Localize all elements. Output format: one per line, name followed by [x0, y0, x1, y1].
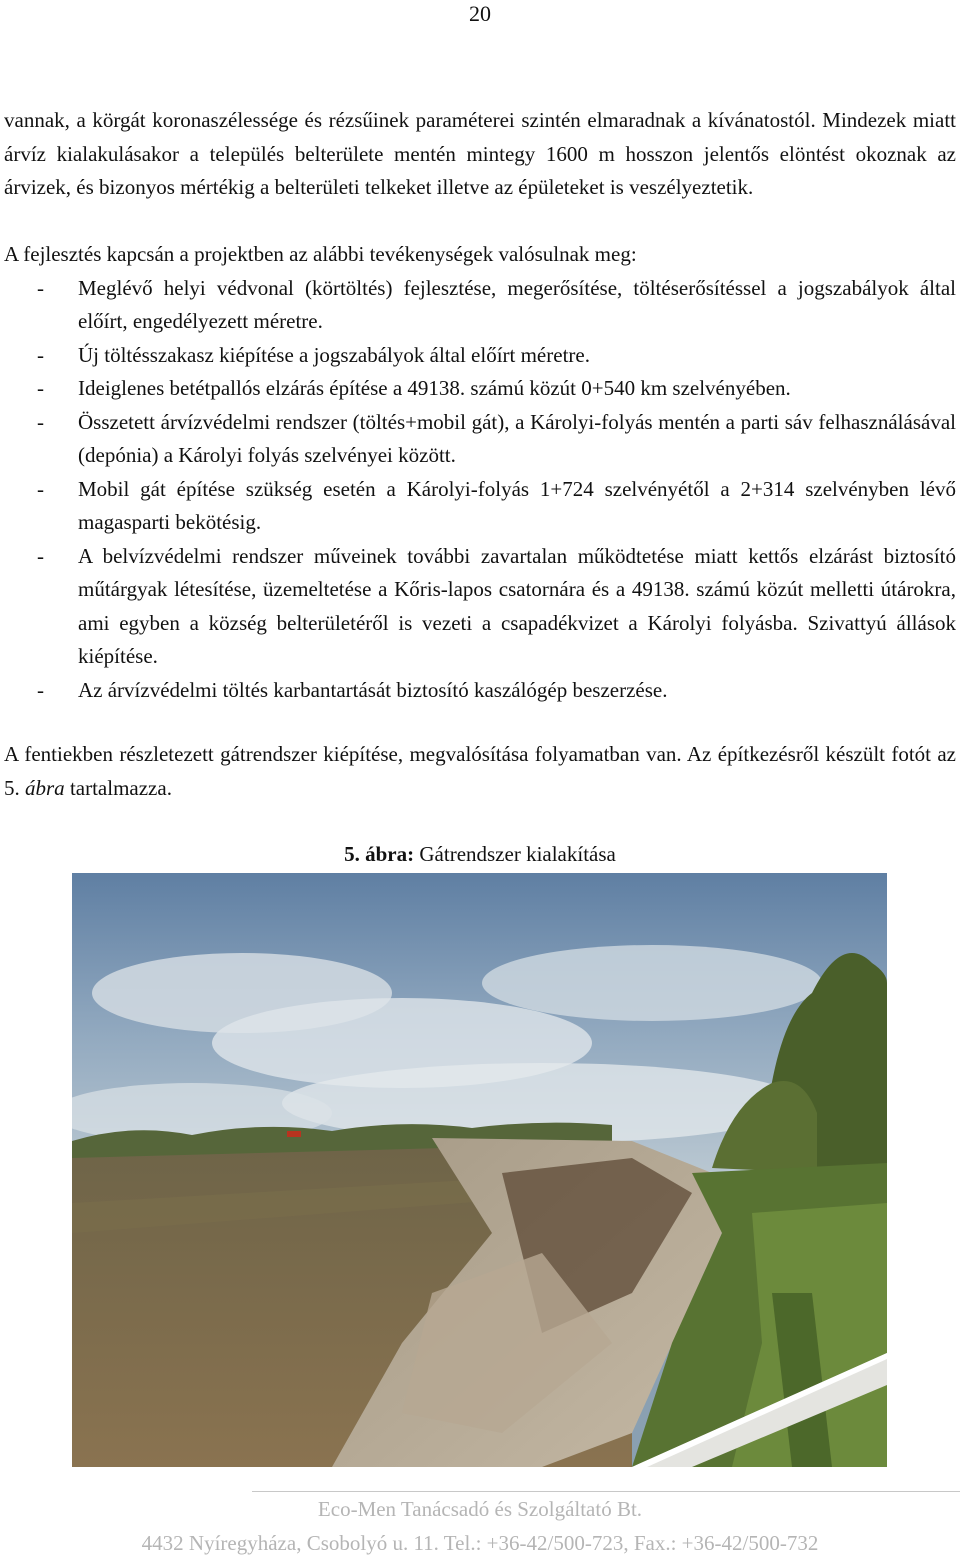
figure-label: 5. ábra: [344, 842, 415, 866]
activity-text: Ideiglenes betétpallós elzárás építése a 49138. számú közút 0+540 km szelvényében. [78, 376, 791, 400]
page-number: 20 [469, 1, 491, 26]
activity-item [4, 339, 956, 373]
activities-list [4, 272, 956, 708]
activity-item [4, 540, 956, 674]
figure-title: Gátrendszer kialakítása [419, 842, 616, 866]
bullet-dash: - [37, 677, 44, 702]
closing-text-end: tartalmazza. [64, 775, 172, 800]
intro-paragraph: vannak, a körgát koronaszélessége és rézsűinek paraméterei szintén elmaradnak a kívánatostól. Mindezek miatt árvíz kialakulásakor a település belterülete mentén mintegy 1600 m hosszon jelentős elöntést okoznak az árvizek, és bizonyos mértékig a belterületi telkeket illetve az épületeket is veszélyeztetik. [4, 108, 956, 199]
activity-text: Összetett árvízvédelmi rendszer (töltés+mobil gát), a Károlyi-folyás mentén a parti sáv felhasználásával (depónia) a Károlyi folyás szelvényei között. [78, 409, 956, 467]
embankment-photo-illustration [72, 873, 887, 1467]
activity-text: Új töltésszakasz kiépítése a jogszabályok által előírt méretre. [78, 342, 590, 367]
footer-address: 4432 Nyíregyháza, Csobolyó u. 11. Tel.: +36-42/500-723, Fax.: +36-42/500-732 [141, 1531, 819, 1555]
activity-text: A belvízvédelmi rendszer műveinek további zavartalan működtetése miatt kettős elzárást biztosító műtárgyak létesítése, üzemeltetése a Kőris-lapos csatornára és a 49138. számú közút melletti útárokra, ami egyben a község belterületéről is vezeti a csapadékvizet a Károlyi folyásba. Szivattyú állások kiépítése. [78, 543, 956, 668]
bullet-dash: - [37, 409, 44, 434]
bullet-dash: - [37, 275, 44, 300]
activity-item [4, 406, 956, 473]
closing-paragraph [4, 738, 956, 805]
activity-text: Az árvízvédelmi töltés karbantartását biztosító kaszálógép beszerzése. [78, 677, 668, 702]
embankment-photo [72, 873, 887, 1467]
footer-divider [252, 1491, 960, 1492]
activities-lead: A fejlesztés kapcsán a projektben az alábbi tevékenységek valósulnak meg: [4, 242, 637, 266]
closing-text: A fentiekben részletezett gátrendszer kiépítése, megvalósítása folyamatban van. Az építkezésről készült fotót az 5. [4, 742, 956, 800]
activities-section [4, 238, 956, 707]
activity-text: Meglévő helyi védvonal (körtöltés) fejlesztése, megerősítése, töltéserősítéssel a jogszabályok által előírt, engedélyezett méretre. [78, 275, 956, 333]
activity-item [4, 674, 956, 708]
activity-item [4, 473, 956, 540]
figure-reference: ábra [25, 775, 65, 800]
bullet-dash: - [37, 342, 44, 367]
footer-company: Eco-Men Tanácsadó és Szolgáltató Bt. [317, 1497, 643, 1521]
figure-caption [0, 838, 960, 871]
bullet-dash: - [37, 543, 44, 568]
activity-text: Mobil gát építése szükség esetén a Károlyi-folyás 1+724 szelvényétől a 2+314 szelvényben lévő magasparti bekötésig. [78, 476, 956, 534]
activity-item [4, 372, 956, 406]
activity-item [4, 272, 956, 339]
bullet-dash: - [37, 476, 44, 501]
bullet-dash: - [37, 376, 44, 400]
